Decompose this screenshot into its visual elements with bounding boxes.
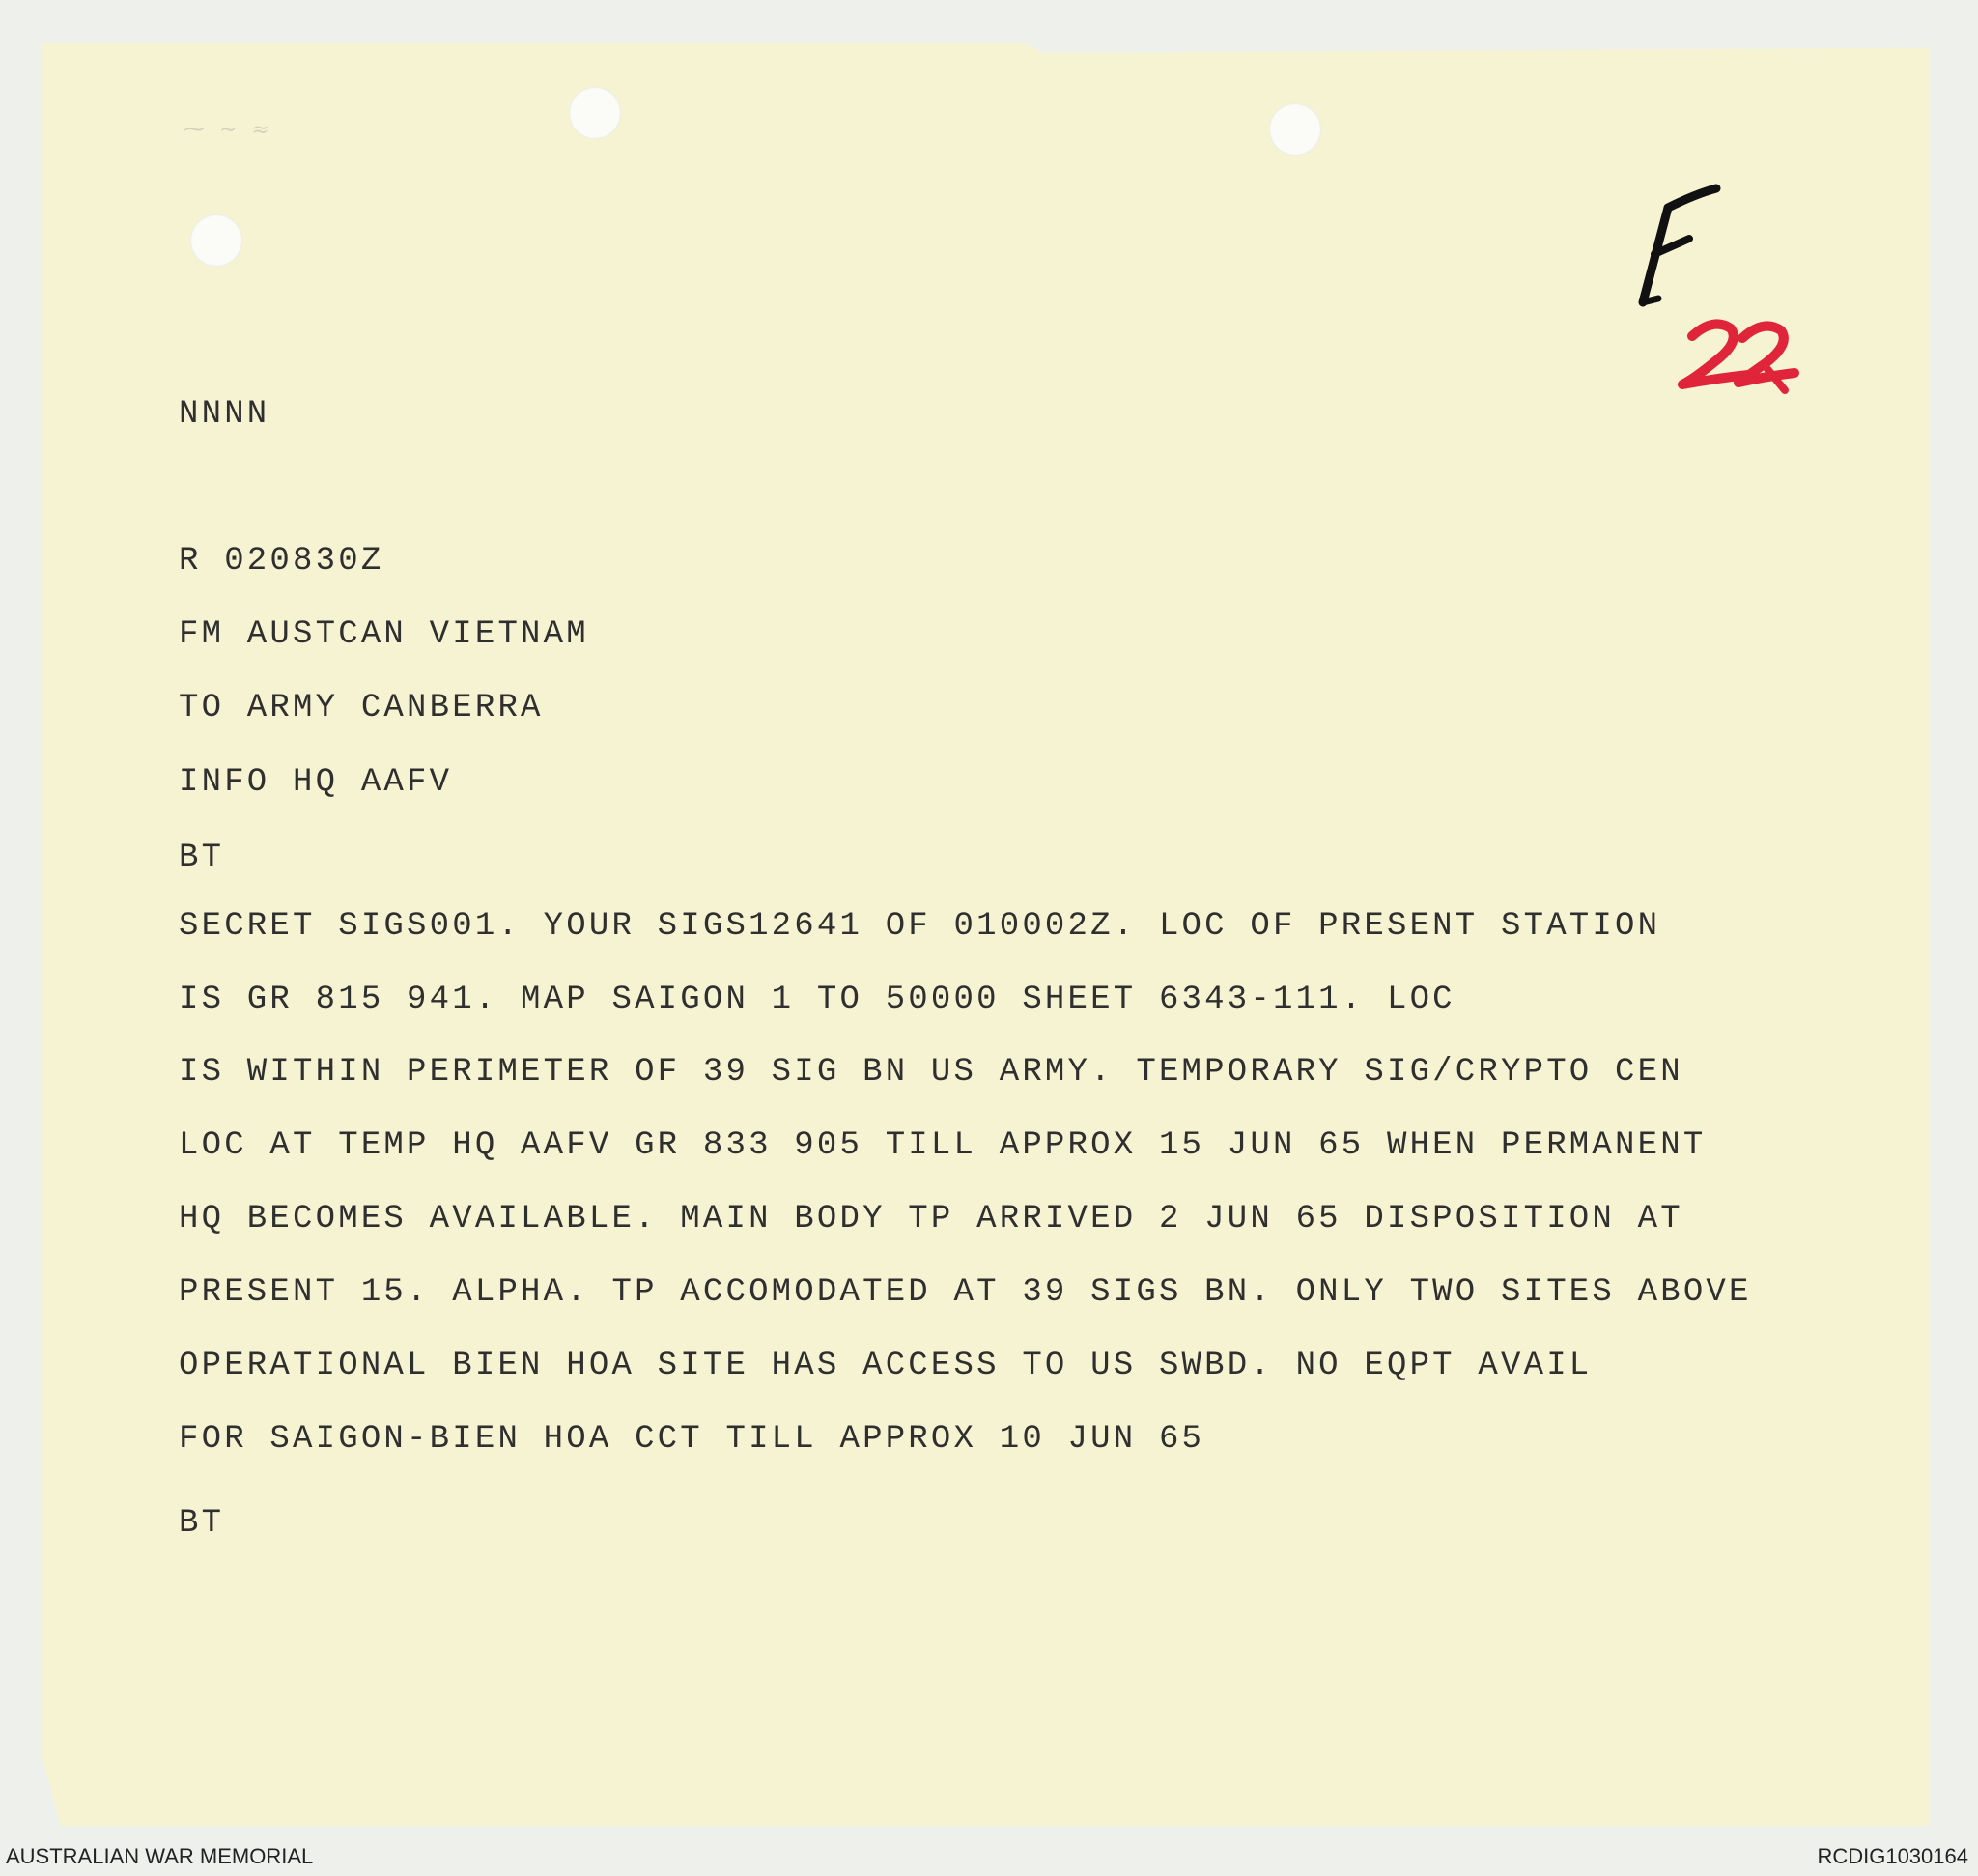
- body-line: SECRET SIGS001. YOUR SIGS12641 OF 010002Z. LOC OF PRESENT STATION: [179, 908, 1661, 945]
- info-line: INFO HQ AAFV: [179, 764, 453, 801]
- punch-hole-top-left: [569, 87, 621, 139]
- body-line: HQ BECOMES AVAILABLE. MAIN BODY TP ARRIVED 2 JUN 65 DISPOSITION AT: [179, 1201, 1683, 1237]
- handwritten-letter-f: [1608, 179, 1724, 314]
- priority-dtg: R 020830Z: [179, 543, 384, 580]
- body-line: FOR SAIGON-BIEN HOA CCT TILL APPROX 10 JUN 65: [179, 1421, 1205, 1458]
- break-open: BT: [179, 839, 225, 876]
- from-line: FM AUSTCAN VIETNAM: [179, 616, 589, 653]
- punch-hole-left: [190, 214, 242, 267]
- footer-record-id: RCDIG1030164: [1817, 1844, 1968, 1868]
- footer-source-label: AUSTRALIAN WAR MEMORIAL: [6, 1844, 314, 1868]
- body-line: PRESENT 15. ALPHA. TP ACCOMODATED AT 39 SIGS BN. ONLY TWO SITES ABOVE: [179, 1274, 1752, 1311]
- to-line: TO ARMY CANBERRA: [179, 690, 544, 726]
- body-line: LOC AT TEMP HQ AAFV GR 833 905 TILL APPROX 15 JUN 65 WHEN PERMANENT: [179, 1127, 1707, 1164]
- break-close: BT: [179, 1505, 225, 1542]
- faint-pencil-mark: ⁓ ∼ ≈: [184, 118, 273, 142]
- body-line: IS WITHIN PERIMETER OF 39 SIG BN US ARMY. TEMPORARY SIG/CRYPTO CEN: [179, 1054, 1683, 1091]
- body-line: OPERATIONAL BIEN HOA SITE HAS ACCESS TO US SWBD. NO EQPT AVAIL: [179, 1348, 1593, 1384]
- header-code: NNNN: [179, 396, 270, 433]
- red-folio-number: [1671, 311, 1806, 398]
- punch-hole-top-right: [1269, 103, 1321, 156]
- body-line: IS GR 815 941. MAP SAIGON 1 TO 50000 SHEET 6343-111. LOC: [179, 981, 1455, 1018]
